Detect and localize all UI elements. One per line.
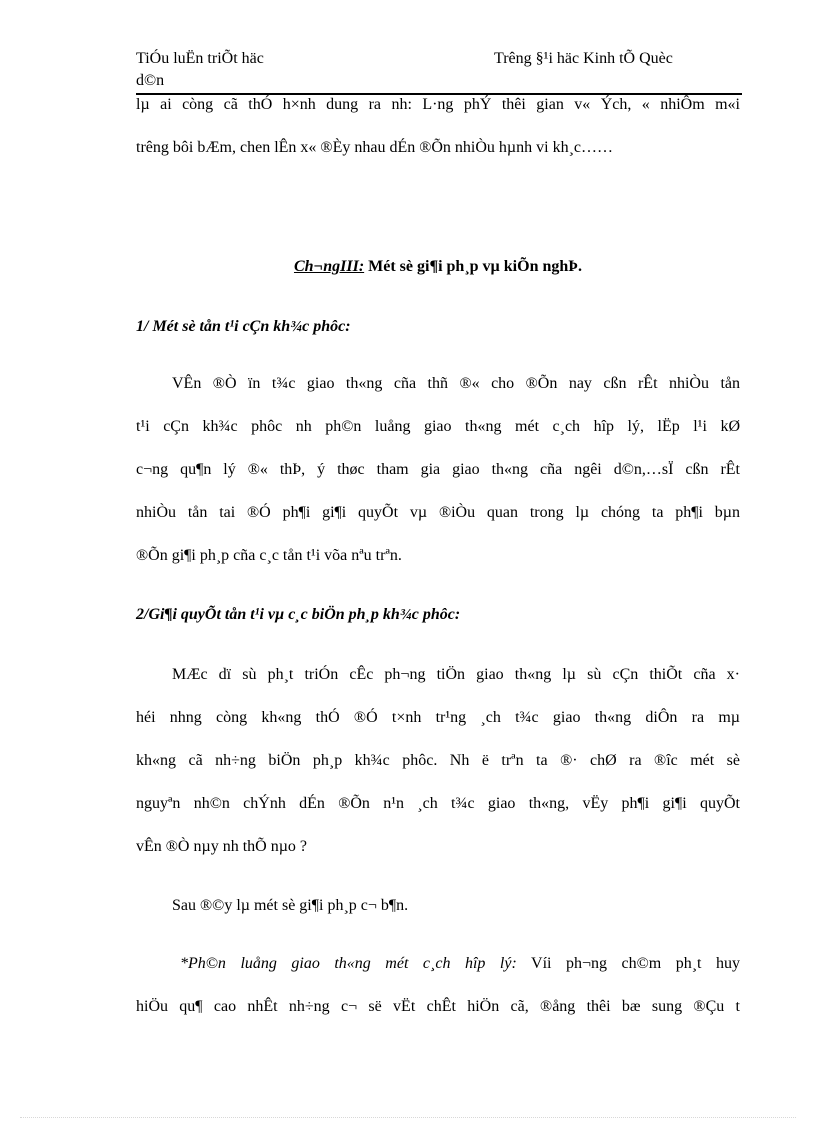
section2-line-4: nguyªn nh©n chÝnh dÉn ®Õn n¹n ¸ch t¾c giao th«ng, vËy ph¶i gi¶i quyÕt xyxy=(136,795,740,812)
subsection-line-1-rest: Víi ph¬ng ch©m ph¸t huy xyxy=(516,955,740,972)
header-left xyxy=(136,48,356,92)
intro-line-2: trêng bôi bÆm, chen lÊn x« ®Èy nhau dÉn ®Õn nhiÒu hµnh vi kh¸c…… xyxy=(136,139,614,156)
header-left-line2: d©n xyxy=(136,72,165,89)
subsection-line-1 xyxy=(136,953,740,975)
subsection-title: *Ph©n luång giao th«ng mét c¸ch hîp lý: xyxy=(180,955,517,972)
section1-line-4: nhiÒu tån tai ®Ó ph¶i gi¶i quyÕt vµ ®iÒu quan trong lµ chóng ta ph¶i bµn xyxy=(136,504,740,521)
section2-line-5: vÊn ®Ò nµy nh thÕ nµo ? xyxy=(136,838,308,855)
page-header xyxy=(136,48,742,92)
chapter-title: Mét sè gi¶i ph¸p vµ kiÕn nghÞ. xyxy=(364,258,583,275)
section2-summary: Sau ®©y lµ mét sè gi¶i ph¸p c¬ b¶n. xyxy=(172,897,409,914)
chapter-heading xyxy=(136,256,740,278)
chapter-label: Ch¬ngIII: xyxy=(293,258,365,275)
section1-line-1: VÊn ®Ò ïn t¾c giao th«ng cña thñ ®« cho ®Õn nay cßn rÊt nhiÒu tån xyxy=(172,375,740,392)
section1-line-2: t¹i cÇn kh¾c phôc nh ph©n luång giao th«ng mét c¸ch hîp lý, lËp l¹i kØ xyxy=(136,418,740,435)
section1-line-3: c¬ng qu¶n lý ®« thÞ, ý thøc tham gia giao th«ng cña ngêi d©n,…sÏ cßn rÊt xyxy=(136,461,740,478)
subsection-line-2: hiÖu qu¶ cao nhÊt nh÷ng c¬ së vËt chÊt hiÖn cã, ®ång thêi bæ sung ®Çu t xyxy=(136,998,740,1015)
section2-line-1: MÆc dï sù ph¸t triÓn cÊc ph¬ng tiÖn giao th«ng lµ sù cÇn thiÕt cña x· xyxy=(172,666,740,683)
page-bottom-rule xyxy=(20,1117,796,1118)
section2-line-3: kh«ng cã nh÷ng biÖn ph¸p kh¾c phôc. Nh ë trªn ta ®· chØ ra ®îc mét sè xyxy=(136,752,740,769)
section2-heading: 2/Gi¶i quyÕt tån t¹i vµ c¸c biÖn ph¸p kh¾c phôc: xyxy=(136,606,461,623)
section1-heading: 1/ Mét sè tån t¹i cÇn kh¾c phôc: xyxy=(136,318,351,335)
intro-line-1: lµ ai còng cã thÓ h×nh dung ra nh: L·ng phÝ thêi gian v« Ých, « nhiÔm m«i xyxy=(136,96,740,113)
section1-line-5: ®Õn gi¶i ph¸p cña c¸c tån t¹i võa nªu trªn. xyxy=(136,547,402,564)
section2-line-2: héi nhng còng kh«ng thÓ ®Ó t×nh tr¹ng ¸ch t¾c giao th«ng diÔn ra mµ xyxy=(136,709,740,726)
header-right: Trêng §¹i häc Kinh tÕ Quèc xyxy=(494,50,673,67)
header-left-line1: TiÓu luËn triÕt häc xyxy=(136,50,264,67)
